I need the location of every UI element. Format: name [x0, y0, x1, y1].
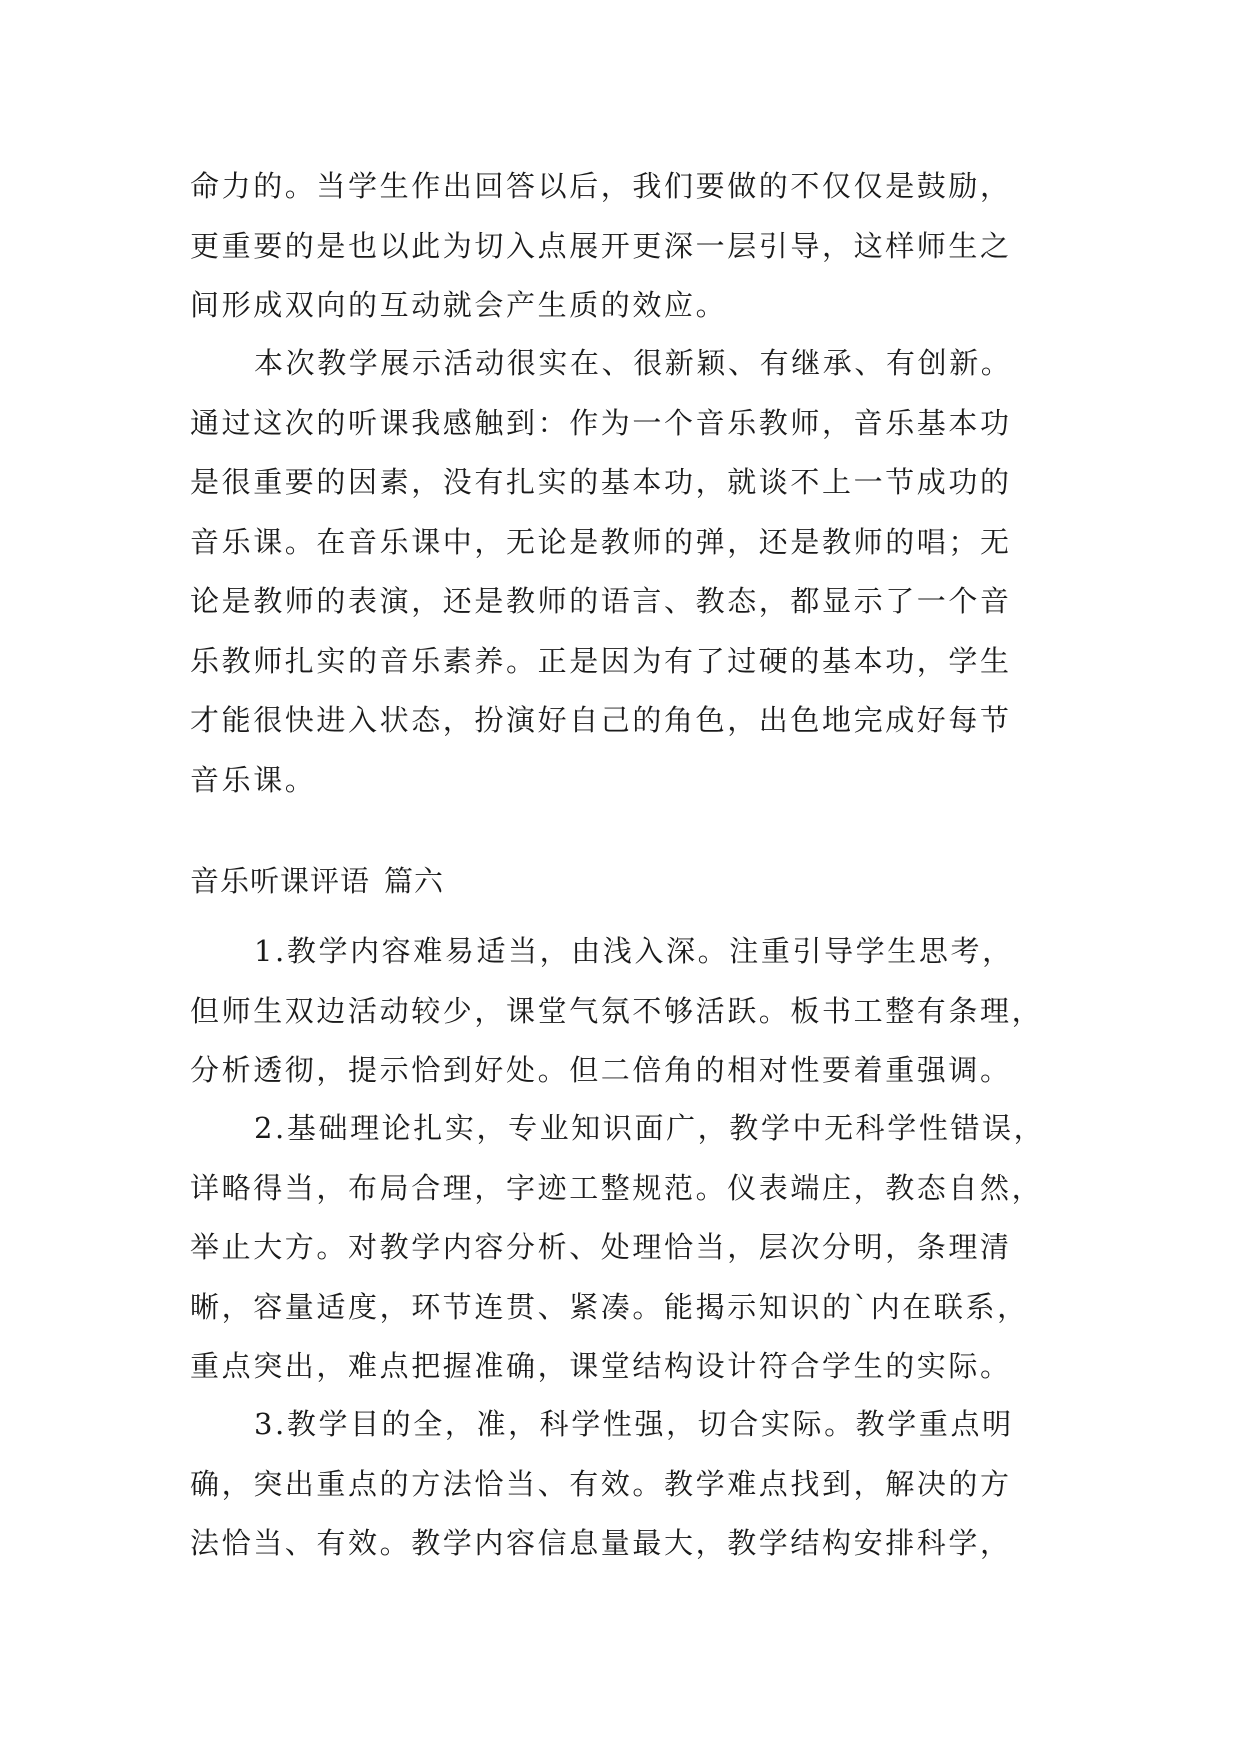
paragraph-line: 更重要的是也以此为切入点展开更深一层引导，这样师生之 — [190, 228, 1012, 263]
paragraph-line: 但师生双边活动较少，课堂气氛不够活跃。板书工整有条理， — [190, 993, 1044, 1028]
paragraph-line: 举止大方。对教学内容分析、处理恰当，层次分明，条理清 — [190, 1230, 1012, 1264]
paragraph-line: 乐教师扎实的音乐素养。正是因为有了过硬的基本功，学生 — [190, 643, 1012, 678]
paragraph-line: 确，突出重点的方法恰当、有效。教学难点找到，解决的方 — [190, 1466, 1012, 1501]
paragraph-line: 重点突出，难点把握准确，课堂结构设计符合学生的实际。 — [190, 1349, 1012, 1383]
paragraph-line: 论是教师的表演，还是教师的语言、教态，都显示了一个音 — [190, 584, 1012, 618]
paragraph-line: 2.基础理论扎实，专业知识面广，教学中无科学性错误， — [254, 1111, 1046, 1145]
paragraph-line: 详略得当，布局合理，字迹工整规范。仪表端庄，教态自然， — [190, 1170, 1044, 1205]
paragraph-line: 1.教学内容难易适当，由浅入深。注重引导学生思考， — [254, 934, 1014, 968]
paragraph-line: 是很重要的因素，没有扎实的基本功，就谈不上一节成功的 — [190, 465, 1012, 499]
paragraph-line: 才能很快进入状态，扮演好自己的角色，出色地完成好每节 — [190, 703, 1012, 737]
summary-paragraph — [190, 334, 1068, 810]
paragraph-line: 音乐课。 — [190, 762, 317, 797]
paragraph-line: 3.教学目的全，准，科学性强，切合实际。教学重点明 — [254, 1407, 1014, 1441]
paragraph-line: 音乐课。在音乐课中，无论是教师的弹，还是教师的唱；无 — [190, 524, 1012, 559]
review-item-2 — [190, 1099, 1068, 1397]
paragraph-line: 间形成双向的互动就会产生质的效应。 — [190, 288, 728, 322]
paragraph-line: 通过这次的听课我感触到：作为一个音乐教师，音乐基本功 — [190, 405, 1012, 440]
paragraph-line: 命力的。当学生作出回答以后，我们要做的不仅仅是鼓励， — [190, 169, 1012, 203]
paragraph-line: 晰，容量适度，环节连贯、紧凑。能揭示知识的`内在联系， — [190, 1289, 1029, 1324]
paragraph-line: 分析透彻，提示恰到好处。但二倍角的相对性要着重强调。 — [190, 1053, 1012, 1087]
review-item-3 — [190, 1395, 1068, 1574]
section-title: 音乐听课评语 — [190, 864, 371, 898]
paragraph-line: 本次教学展示活动很实在、很新颖、有继承、有创新。 — [254, 346, 1013, 380]
section-label: 篇六 — [384, 864, 445, 898]
paragraph-line: 法恰当、有效。教学内容信息量最大，教学结构安排科学， — [190, 1526, 1012, 1560]
section-heading — [190, 861, 444, 901]
intro-paragraph — [190, 157, 1068, 336]
review-item-1 — [190, 922, 1068, 1101]
